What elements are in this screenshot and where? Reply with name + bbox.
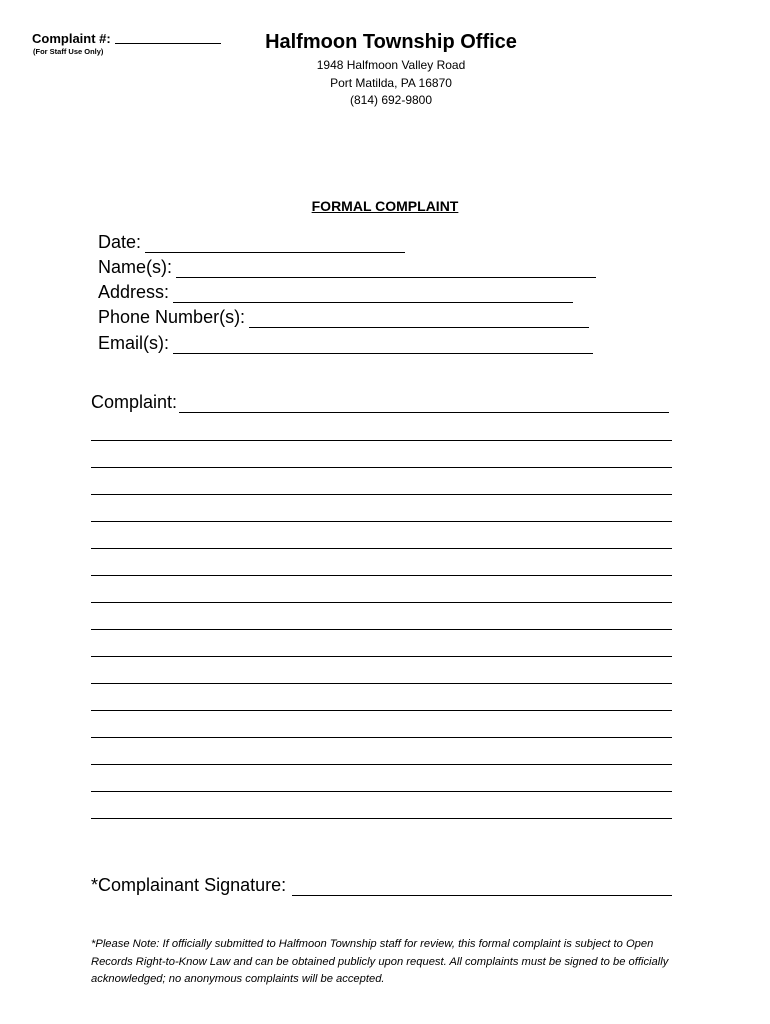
address-input-line[interactable] xyxy=(173,284,573,303)
complaint-line[interactable] xyxy=(91,602,672,603)
office-title: Halfmoon Township Office xyxy=(265,31,517,53)
phone-field[interactable] xyxy=(98,306,589,328)
address-label: Address: xyxy=(98,282,170,302)
office-phone: (814) 692-9800 xyxy=(349,93,433,107)
email-input-line[interactable] xyxy=(173,335,593,354)
email-field[interactable] xyxy=(98,332,593,354)
complaint-line[interactable] xyxy=(91,710,672,711)
date-input-line[interactable] xyxy=(145,234,405,253)
office-street-address: 1948 Halfmoon Valley Road xyxy=(316,58,466,72)
name-field[interactable] xyxy=(98,256,596,278)
complaint-line[interactable] xyxy=(91,548,672,549)
legal-note: *Please Note: If officially submitted to Halfmoon Township staff for review, this formal complaint is subject to Open Records Right-to-Know Law and can be obtained publicly upon request. All complaints must be signed to be officially acknowledged; no anonymous complaints will be accepted. xyxy=(91,938,669,985)
complaint-line[interactable] xyxy=(91,656,672,657)
complaint-line[interactable] xyxy=(91,683,672,684)
complaint-field[interactable] xyxy=(91,391,669,413)
email-label: Email(s): xyxy=(98,333,169,353)
complaint-line[interactable] xyxy=(91,737,672,738)
complaint-line[interactable] xyxy=(91,791,672,792)
complaint-line[interactable] xyxy=(91,764,672,765)
complaint-line[interactable] xyxy=(91,629,672,630)
signature-label: *Complainant Signature: xyxy=(91,875,287,895)
name-input-line[interactable] xyxy=(176,259,596,278)
complaint-line[interactable] xyxy=(91,440,672,441)
phone-input-line[interactable] xyxy=(249,309,589,328)
complaint-line[interactable] xyxy=(91,467,672,468)
date-label: Date: xyxy=(98,232,142,252)
signature-input-line[interactable] xyxy=(292,877,672,896)
complaint-number-label: Complaint #: xyxy=(32,31,111,46)
date-field[interactable] xyxy=(98,231,405,253)
name-label: Name(s): xyxy=(98,257,173,277)
complaint-first-line[interactable] xyxy=(179,394,669,413)
phone-label: Phone Number(s): xyxy=(98,307,246,327)
complaint-line[interactable] xyxy=(91,818,672,819)
complaint-line[interactable] xyxy=(91,575,672,576)
complaint-line[interactable] xyxy=(91,521,672,522)
office-city-state: Port Matilda, PA 16870 xyxy=(330,76,452,90)
complaint-label: Complaint: xyxy=(91,392,178,412)
signature-field[interactable] xyxy=(91,874,672,896)
complaint-line[interactable] xyxy=(91,494,672,495)
address-field[interactable] xyxy=(98,281,573,303)
staff-use-note: (For Staff Use Only) xyxy=(33,47,104,56)
form-title: FORMAL COMPLAINT xyxy=(311,198,459,214)
